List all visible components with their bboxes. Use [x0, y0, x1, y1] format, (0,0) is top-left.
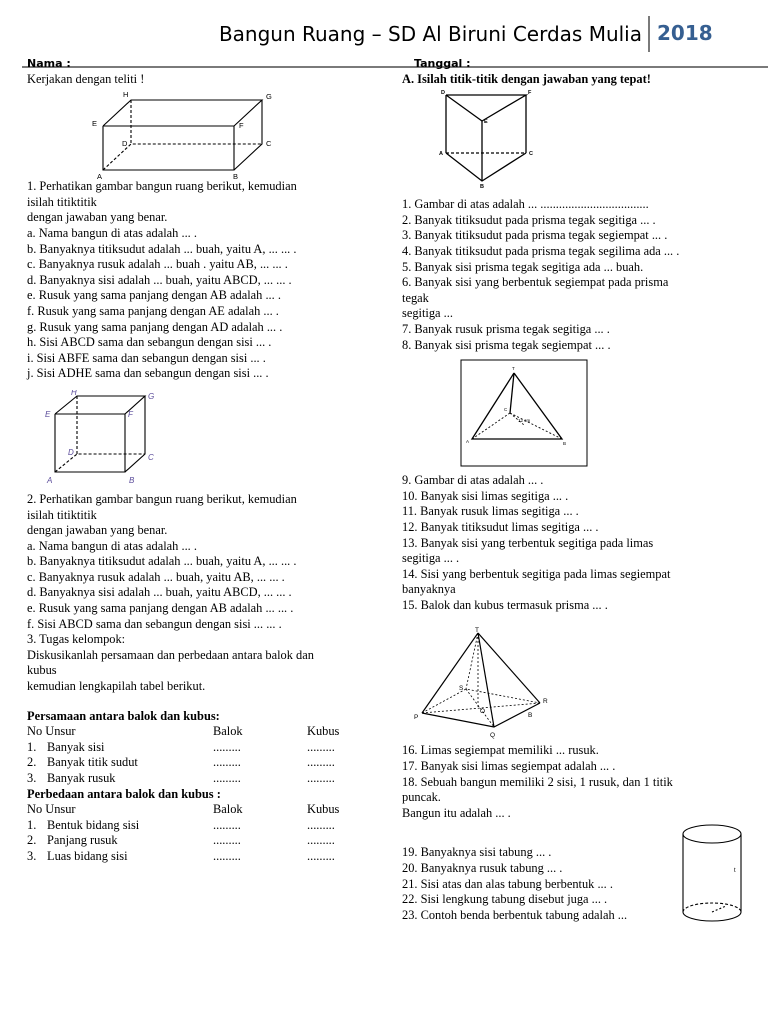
fig3-label-b: B: [480, 184, 484, 190]
row-no: 2.: [27, 833, 37, 848]
col-header-kubus: Kubus: [307, 724, 340, 739]
row-kubus: .........: [307, 848, 335, 863]
q1-line: i. Sisi ABFE sama dan sebangun dengan sisi ... .: [27, 350, 266, 365]
qa-line: 3. Banyak titiksudut pada prisma tegak segiempat ... .: [402, 228, 668, 243]
col-header-unsur: No Unsur: [27, 802, 76, 817]
qd-line: 23. Contoh benda berbentuk tabung adalah ...: [402, 907, 628, 922]
cuboid-figure: [89, 88, 279, 180]
fig3-label-f: F: [528, 90, 532, 97]
fig2-label-h: H: [71, 389, 77, 397]
row-kubus: .........: [307, 771, 335, 785]
qb-line: 13. Banyak sisi yang terbentuk segitiga pada limas: [402, 535, 654, 550]
q2-line: kemudian lengkapilah tabel berikut.: [27, 679, 206, 694]
question-a-block: [402, 197, 742, 353]
qb-line: 10. Banyak sisi limas segitiga ... .: [402, 488, 569, 503]
qa-line: 7. Banyak rusuk prisma tegak segitiga ... .: [402, 321, 610, 336]
col-header-kubus: Kubus: [307, 802, 340, 817]
row-no: 1.: [27, 739, 37, 754]
fig5-label-r: R: [543, 698, 548, 706]
row-no: 2.: [27, 755, 37, 770]
question-1-block: [27, 179, 377, 382]
col-header-unsur: No Unsur: [27, 724, 76, 739]
qa-line: 8. Banyak sisi prisma tegak segiempat ... .: [402, 337, 611, 352]
fig5-label-q: Q: [490, 732, 496, 740]
qc-line: Bangun itu adalah ... .: [402, 805, 511, 820]
question-2-block: [27, 492, 377, 695]
row-unsur: Banyak titik sudut: [47, 755, 138, 770]
fig2-label-d: D: [68, 447, 74, 457]
table-row: [27, 771, 339, 787]
fig2-label-e: E: [45, 409, 51, 419]
fig3-label-a: A: [439, 151, 443, 158]
fig5-label-p: P: [414, 714, 419, 722]
row-no: 3.: [27, 848, 37, 863]
q1-line: d. Banyaknya sisi adalah ... buah, yaitu ABCD, ... ... .: [27, 272, 292, 287]
q1-line: 1. Perhatikan gambar bangun ruang berikut, kemudian: [27, 179, 297, 194]
fig4-label-a: A: [466, 439, 470, 445]
fig1-label-d: D: [122, 139, 128, 148]
fig4-label-c: C: [504, 407, 508, 413]
q1-line: h. Sisi ABCD sama dan sebangun dengan sisi ... .: [27, 335, 272, 350]
fig4-label-length: 12 cm: [518, 418, 531, 424]
fig4-label-t: T: [512, 366, 515, 372]
q1-line: b. Banyaknya titiksudut adalah ... buah, yaitu A, ... ... .: [27, 241, 297, 256]
row-unsur: Banyak sisi: [47, 739, 105, 754]
row-balok: .........: [213, 833, 241, 848]
right-column: [402, 56, 742, 923]
fig5-label-t: T: [475, 627, 479, 635]
row-kubus: .........: [307, 739, 335, 754]
header-divider: [648, 16, 650, 52]
fig2-label-g: G: [148, 391, 155, 401]
triangular-pyramid-figure: [460, 359, 588, 467]
square-pyramid-figure: [410, 627, 560, 739]
qc-line: 17. Banyak sisi limas segiempat adalah ... .: [402, 759, 616, 774]
q2-line: kubus: [27, 663, 57, 678]
question-c-block: [402, 743, 742, 821]
q2-line: a. Nama bangun di atas adalah ... .: [27, 538, 197, 553]
q1-line: c. Banyaknya rusuk adalah ... buah . yaitu AB, ... ... .: [27, 257, 288, 272]
q1-line: j. Sisi ADHE sama dan sebangun dengan sisi ... .: [27, 366, 269, 381]
row-unsur: Banyak rusuk: [47, 771, 116, 785]
qa-line: tegak: [402, 290, 429, 305]
qa-line: 5. Banyak sisi prisma tegak segitiga ada ... buah.: [402, 259, 644, 274]
col-header-balok: Balok: [213, 802, 243, 817]
fig3-label-d: D: [441, 90, 445, 97]
table2-title: Perbedaan antara balok dan kubus :: [27, 786, 221, 801]
table-row: [27, 818, 339, 834]
qd-line: 20. Banyaknya rusuk tabung ... .: [402, 861, 563, 876]
qb-line: 15. Balok dan kubus termasuk prisma ... .: [402, 597, 608, 612]
fig2-label-a: A: [47, 475, 53, 485]
left-column: [27, 56, 377, 865]
q1-line: e. Rusuk yang sama panjang dengan AB adalah ... .: [27, 288, 281, 303]
row-unsur: Luas bidang sisi: [47, 848, 128, 863]
qc-line: 16. Limas segiempat memiliki ... rusuk.: [402, 743, 599, 758]
fig5-label-s: S: [459, 685, 464, 693]
row-kubus: .........: [307, 817, 335, 832]
table-row: [27, 833, 339, 849]
qb-line: banyaknya: [402, 582, 456, 597]
q1-line: a. Nama bangun di atas adalah ... .: [27, 225, 197, 240]
q2-line: Diskusikanlah persamaan dan perbedaan antara balok dan: [27, 647, 314, 662]
row-unsur: Bentuk bidang sisi: [47, 817, 140, 832]
fig1-label-f: F: [239, 121, 244, 130]
question-b-block: [402, 473, 742, 613]
q2-line: isilah titiktitik: [27, 507, 97, 522]
q2-line: 2. Perhatikan gambar bangun ruang berikut, kemudian: [27, 491, 297, 506]
cube-figure: [39, 390, 159, 488]
q1-line: g. Rusuk yang sama panjang dengan AD adalah ... .: [27, 319, 283, 334]
q1-line: f. Rusuk yang sama panjang dengan AE adalah ... .: [27, 303, 279, 318]
name-label: Nama :: [27, 57, 71, 70]
qb-line: 9. Gambar di atas adalah ... .: [402, 473, 544, 488]
fig1-label-g: G: [266, 92, 272, 101]
q2-line: 3. Tugas kelompok:: [27, 632, 126, 647]
header-year: 2018: [657, 21, 713, 45]
qd-line: 21. Sisi atas dan alas tabung berbentuk ... .: [402, 876, 613, 891]
fig2-label-c: C: [148, 452, 154, 462]
fig3-label-e: E: [484, 119, 488, 126]
row-no: 3.: [27, 771, 37, 785]
fig1-label-a: A: [97, 172, 103, 180]
table1-title: Persamaan antara balok dan kubus:: [27, 708, 220, 723]
q1-line: dengan jawaban yang benar.: [27, 210, 168, 225]
q2-line: b. Banyaknya titiksudut adalah ... buah, yaitu A, ... ... .: [27, 554, 297, 569]
table-row: [27, 755, 339, 771]
q2-line: dengan jawaban yang benar.: [27, 523, 168, 538]
page-title: Bangun Ruang – SD Al Biruni Cerdas Mulia: [218, 22, 642, 46]
qa-line: 4. Banyak titiksudut pada prisma tegak segilima ada ... .: [402, 243, 680, 258]
row-balok: .........: [213, 817, 241, 832]
row-balok: .........: [213, 755, 241, 770]
table-row: [27, 740, 339, 756]
fig1-label-e: E: [92, 119, 98, 128]
row-no: 1.: [27, 817, 37, 832]
qc-line: 18. Sebuah bangun memiliki 2 sisi, 1 rusuk, dan 1 titik: [402, 774, 673, 789]
qb-line: 11. Banyak rusuk limas segitiga ... .: [402, 504, 579, 519]
qa-line: 6. Banyak sisi yang berbentuk segiempat pada prisma: [402, 275, 669, 290]
q2-line: e. Rusuk yang sama panjang dengan AB adalah ... ... .: [27, 601, 294, 616]
fig3-label-c: C: [529, 151, 533, 158]
cylinder-figure: [678, 820, 748, 932]
fig1-label-c: C: [266, 139, 272, 148]
qa-line: 2. Banyak titiksudut pada prisma tegak segitiga ... .: [402, 212, 656, 227]
section-title: A. Isilah titik-titik dengan jawaban yang tepat!: [402, 71, 651, 86]
row-balok: .........: [213, 739, 241, 754]
fig1-label-h: H: [123, 90, 129, 99]
qb-line: 12. Banyak titiksudut limas segitiga ... .: [402, 519, 599, 534]
fig5-label-b: B: [528, 712, 533, 720]
fig6-label-t: t: [734, 868, 736, 874]
similarity-table: [27, 724, 339, 786]
q2-line: f. Sisi ABCD sama dan sebangun dengan sisi ... ... .: [27, 616, 282, 631]
page-header: [0, 14, 768, 54]
row-kubus: .........: [307, 833, 335, 848]
table-row: [27, 849, 339, 865]
date-label: Tanggal :: [414, 57, 471, 70]
difference-table: [27, 802, 339, 864]
table-header-row: [27, 724, 339, 740]
qc-line: puncak.: [402, 790, 441, 805]
q2-line: d. Banyaknya sisi adalah ... buah, yaitu ABCD, ... ... .: [27, 585, 292, 600]
table-header-row: [27, 802, 339, 818]
row-balok: .........: [213, 771, 241, 785]
fig2-label-f: F: [128, 409, 133, 419]
qa-line: 1. Gambar di atas adalah ... ...................................: [402, 197, 649, 212]
qd-line: 19. Banyaknya sisi tabung ... .: [402, 845, 552, 860]
qb-line: segitiga ... .: [402, 551, 460, 566]
q1-line: isilah titiktitik: [27, 194, 97, 209]
row-unsur: Panjang rusuk: [47, 833, 118, 848]
fig2-label-b: B: [129, 475, 135, 485]
qb-line: 14. Sisi yang berbentuk segitiga pada limas segiempat: [402, 566, 671, 581]
triangular-prism-figure: [432, 89, 542, 189]
row-balok: .........: [213, 848, 241, 863]
fig1-label-b: B: [233, 172, 239, 180]
qd-line: 22. Sisi lengkung tabung disebut juga ... .: [402, 892, 608, 907]
fig4-label-b: B: [563, 441, 567, 447]
row-kubus: .........: [307, 755, 335, 770]
qa-line: segitiga ...: [402, 306, 453, 321]
q2-line: c. Banyaknya rusuk adalah ... buah, yaitu AB, ... ... .: [27, 569, 285, 584]
instruction: Kerjakan dengan teliti !: [27, 71, 145, 86]
fig5-label-o: O: [480, 708, 486, 716]
col-header-balok: Balok: [213, 724, 243, 739]
